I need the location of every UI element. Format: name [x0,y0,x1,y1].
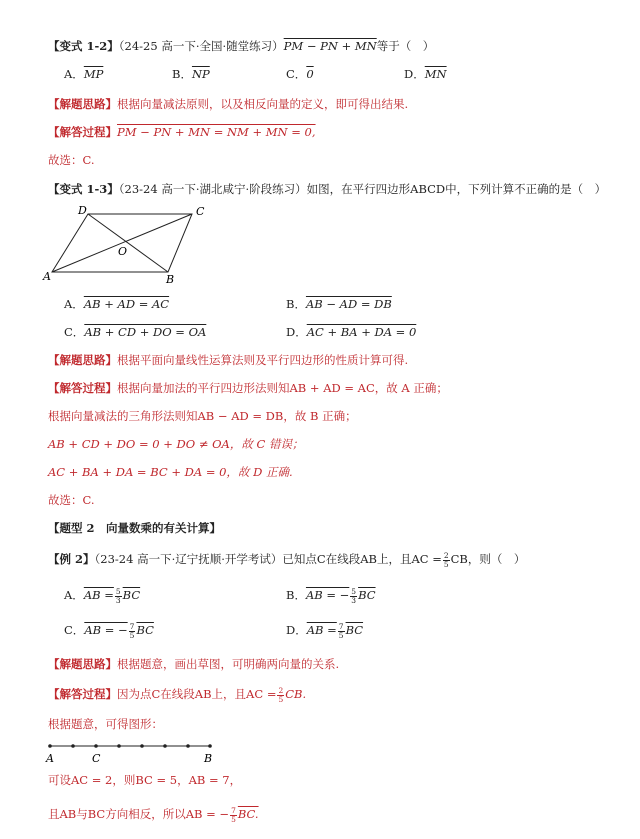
option-d: D．AB = $\frac{7}{5}$ $\overline{BC}$ [286,621,364,640]
label-a: A [43,270,51,283]
solution-process: 【解答过程】因为点C在线段AB上，且AC = $\frac{2}{5}$ CB. [48,685,307,704]
option-c: C．AB + CD + DO = OA [64,325,207,339]
option-b: B．AB = − $\frac{5}{3}$ $\overline{BC}$ [286,586,376,605]
solution-process: 【解答过程】PM − PN + MN = NM + MN = 0, [48,125,316,139]
solution-process: 【解答过程】根据向量加法的平行四边形法则知AB + AD = AC，故 A 正确； [48,381,448,395]
option-a: A．AB + AD = AC [64,297,170,311]
solution-line-2: 根据向量减法的三角形法则知AB − AD = DB，故 B 正确； [48,409,357,423]
segment-figure [44,738,224,768]
solution-idea: 【解题思路】根据题意，画出草图，可明确两向量的关系. [48,657,340,671]
option-b: B．AB − AD = DB [286,297,392,311]
solution-line-4: 且AB与BC方向相反，所以AB = − $\frac{7}{5}$ BC. [48,805,259,824]
answer: 故选：C. [48,493,95,507]
label-b: B [166,273,175,286]
example-2-question: 【例 2】（23-24 高一下·辽宁抚顺·开学考试）已知点C在线段AB上，且AC = $\frac{2}{5}$ CB，则（ ） [48,550,526,569]
option-d: D．$\overline{MN}$ [404,67,447,81]
solution-idea: 【解题思路】根据向量减法原则，以及相反向量的定义，即可得出结果. [48,97,409,111]
option-b: B．$\overline{NP}$ [172,67,210,81]
option-a: A．AB = $\frac{5}{3}$ $\overline{BC}$ [64,586,141,605]
option-a: A．$\overline{MP}$ [64,67,104,81]
solution-line-4: AC + BA + DA = BC + DA = 0，故 D 正确. [48,465,293,479]
answer: 故选：C. [48,153,95,167]
label-o: O [118,245,128,258]
question-1-3: 【变式 1-3】（23-24 高一下·湖北咸宁·阶段练习）如图，在平行四边形ABCD中，下列计算不正确的是（ ） [48,182,607,196]
question-1-2: 【变式 1-2】（24-25 高一下·全国·随堂练习）PM − PN + MN等于（ ） [48,39,435,53]
label-b: B [204,752,213,765]
option-d: D．AC + BA + DA = 0 [286,325,417,339]
option-c: C．0 [286,67,314,81]
label-c: C [92,752,101,765]
solution-line-3: 可设AC = 2，则BC = 5，AB = 7， [48,773,242,787]
label-c: C [196,205,205,218]
label-a: A [46,752,54,765]
solution-line-2: 根据题意，可得图形： [48,717,163,731]
solution-idea: 【解题思路】根据平面向量线性运算法则及平行四边形的性质计算可得. [48,353,409,367]
option-c: C．AB = − $\frac{7}{5}$ $\overline{BC}$ [64,621,154,640]
section-title: 【题型 2 向量数乘的有关计算】 [48,521,222,535]
solution-line-3: AB + CD + DO = 0 + DO ≠ OA，故 C 错误； [48,437,304,451]
label-d: D [78,204,87,217]
parallelogram-figure [40,200,220,290]
